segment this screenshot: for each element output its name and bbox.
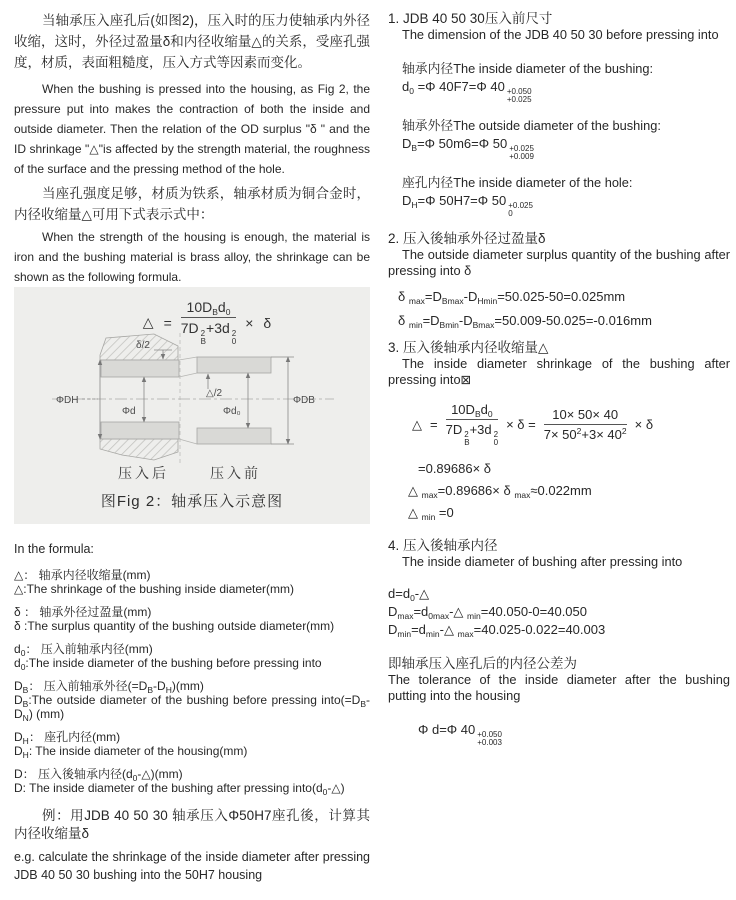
section-3-shrinkage	[388, 339, 730, 521]
formula-fraction-symbolic	[446, 402, 498, 447]
shrinkage-min-equation: △ $_{min}$ =0	[408, 505, 454, 522]
formula-tail: × δ	[634, 417, 654, 432]
example-en: e.g. calculate the shrinkage of the inside diameter after pressing JDB 40 50 30 bushing into the 50H7 housing	[14, 850, 370, 882]
fraction-numerator: $10D_Bd_0$	[181, 299, 236, 318]
definition-zh: $D_B$： 压入前轴承外径$(=D_B-D_H)(mm)$	[14, 679, 204, 695]
delta-min-equation: δ $_{min}=D_{Bmin}-D_{Bmax}=50.009-50.025=-0.016mm$	[398, 313, 652, 330]
shrinkage-max-equation: △ $_{max}$=0.89686× δ $_{max}$≈0.022mm	[408, 483, 592, 500]
bushing-after-top-band	[101, 360, 179, 377]
left-column	[14, 10, 370, 884]
final-tolerance-equation: Φ d=Φ 40 +0.050 +0.003	[418, 722, 502, 747]
section-1-dimensions	[388, 10, 730, 218]
dimension-value: $d_0 =\Phi$ 40F7=Φ 40 +0.050 +0.025	[402, 79, 532, 104]
fraction-numerator: $10D_Bd_0$	[446, 402, 498, 420]
definition-item-d-after	[14, 767, 370, 795]
paragraph-en-condition: When the strength of the housing is enough, the material is iron and the bushing material is brass alloy, the shrinkage can be shown as the following formula.	[14, 230, 370, 284]
state-label-after-pressing: 压入后	[118, 465, 169, 481]
definition-list	[14, 568, 370, 795]
definition-item-db	[14, 679, 370, 721]
definition-item-shrinkage	[14, 568, 370, 596]
db-label: ΦDB	[293, 395, 315, 406]
dimension-label: 轴承外径The outside diameter of the bushing:	[402, 118, 661, 133]
connector-line	[179, 357, 197, 360]
connector-line	[179, 373, 197, 377]
formula-equals: =	[163, 314, 172, 331]
d-label: Φd	[122, 406, 136, 417]
bushing-before-top-band	[197, 357, 271, 373]
paragraph-zh-condition: 当座孔强度足够，材质为铁系，轴承材质为铜合金时，内径收缩量△可用下式表示式中：	[14, 186, 370, 222]
figure-2-panel	[14, 287, 370, 524]
delta-half-label: δ/2	[136, 340, 150, 351]
fraction-numerator: 10× 50× 40	[544, 407, 627, 425]
shrinkage-calc-formula	[388, 402, 730, 447]
state-label-before-pressing: 压入前	[210, 465, 261, 481]
section-4-subtitle: The inside diameter of bushing after pressing into	[402, 554, 683, 569]
bushing-after-bottom-band	[101, 422, 179, 439]
formula-equals: =	[430, 417, 438, 432]
formula-times: ×	[245, 314, 254, 331]
housing-hatch-bottom	[100, 439, 178, 460]
d-max-equation: $D_{max}=d_{0max}-\triangle$ $_{min}$=40.050-0=40.050	[388, 604, 588, 621]
d0-label: Φd₀	[223, 406, 241, 417]
definition-zh: $D_H$： 座孔内径(mm)	[14, 730, 121, 746]
section-1-subtitle: The dimension of the JDB 40 50 30 before pressing into	[402, 27, 719, 42]
example-zh: 例：用JDB 40 50 30 轴承压入Φ50H7座孔後，计算其内径收缩量δ	[14, 808, 370, 841]
formula-delta: δ	[263, 314, 272, 331]
definition-item-surplus	[14, 605, 370, 633]
definition-item-dh	[14, 730, 370, 758]
shrinkage-result-equation: =0.89686× δ	[418, 461, 492, 476]
bushing-press-diagram	[22, 333, 362, 463]
fraction-denominator: 7D 2 B +3d 2 0	[445, 422, 499, 447]
definition-en: △:The shrinkage of the bushing inside diameter(mm)	[14, 582, 295, 596]
dimension-item-outside-diameter	[388, 118, 730, 161]
section-2-surplus	[388, 230, 730, 329]
formula-mid: × δ =	[506, 417, 536, 432]
definition-en: δ :The surplus quantity of the bushing outside diameter(mm)	[14, 619, 335, 633]
delta-max-equation: δ $_{max}=D_{Bmax}-D_{Hmin}=50.025-50=0.025mm$	[398, 289, 626, 306]
right-column	[388, 10, 730, 884]
figure-caption: 图Fig 2：轴承压入示意图	[100, 493, 284, 510]
section-2-subtitle: The outside diameter surplus quantity of the bushing after pressing into δ	[388, 247, 730, 278]
fraction-denominator: $7\times 50^2+3\times 40^2$	[543, 426, 627, 442]
dimension-item-hole-diameter	[388, 175, 730, 218]
dimension-item-inside-diameter	[388, 61, 730, 104]
section-4-inside-diameter	[388, 537, 730, 747]
connector-line	[179, 439, 197, 444]
tolerance-note-zh: 即轴承压入座孔后的内径公差为	[388, 656, 577, 671]
definition-zh: δ ： 轴承外径过盈量(mm)	[14, 605, 152, 619]
definition-en: $D_B:The$ outside diameter of the bushing before pressing $into(=D_B-D_N)$ (mm)	[14, 693, 370, 723]
definition-en: $D_H$: The inside diameter of the housing(mm)	[14, 744, 248, 760]
bushing-before-bottom-band	[197, 428, 271, 444]
shrink-half-label: △/2	[206, 388, 223, 399]
paragraph-en-intro: When the bushing is pressed into the housing, as Fig 2, the pressure put into makes the contraction of both the inside and outside diameter. Then the relation of the OD surplus "δ " and the ID shrinkage "△"is affected by the strength material, the roughness of the surface and the pressing method of the hole.	[14, 82, 370, 176]
dimension-label: 座孔内径The inside diameter of the hole:	[402, 175, 633, 190]
section-2-title: 2. 压入後轴承外径过盈量δ	[388, 231, 546, 246]
paragraph-zh-intro: 当轴承压入座孔后(如图2)，压入时的压力使轴承内外径收缩，这时，外径过盈量δ和内径收缩量△的关系，受座孔强度，材质，表面粗糙度，压入方式等因素而变化。	[14, 13, 370, 70]
definition-en: $d_0:The$ inside diameter of the bushing before pressing into	[14, 656, 322, 672]
fraction-denominator: 7D 2 B +3d 2 0	[180, 320, 237, 346]
formula-lhs: △	[412, 416, 422, 432]
definition-zh: △： 轴承内径收缩量(mm)	[14, 568, 151, 582]
dimension-value: $D_H=\Phi$ 50H7=Φ 50 +0.025 0	[402, 193, 533, 218]
section-3-title: 3. 压入後轴承内径收缩量△	[388, 340, 549, 355]
definition-zh: $d_0$： 压入前轴承内径(mm)	[14, 642, 153, 658]
tolerance-note-en: The tolerance of the inside diameter after the bushing putting into the housing	[388, 672, 730, 703]
section-4-title: 4. 压入後轴承内径	[388, 538, 498, 553]
section-1-title: 1. JDB 40 50 30压入前尺寸	[388, 11, 553, 26]
dimension-label: 轴承内径The inside diameter of the bushing:	[402, 61, 654, 76]
inside-diameter-equation: $d=d_0-\triangle$	[388, 586, 430, 603]
state-labels	[14, 463, 370, 481]
dimension-value: $D_B=\Phi$ 50m6=Φ 50 +0.025 +0.009	[402, 136, 534, 161]
d-min-equation: $D_{min}=d_{min}-\triangle$ $_{max}$=40.025-0.022=40.003	[388, 622, 606, 639]
in-formula-heading: In the formula:	[14, 542, 94, 556]
definition-en: D: The inside diameter of the bushing after pressing $into(d_0-\triangle)$	[14, 781, 345, 797]
dh-label: ΦDH	[56, 395, 79, 406]
formula-lhs: △	[142, 314, 154, 330]
section-3-subtitle: The inside diameter shrinkage of the bushing after pressing into⊠	[388, 356, 730, 387]
formula-fraction-numeric	[544, 407, 627, 442]
definition-zh: D： 压入後轴承内径$(d_0-\triangle)(mm)$	[14, 767, 183, 783]
definition-item-d0	[14, 642, 370, 670]
